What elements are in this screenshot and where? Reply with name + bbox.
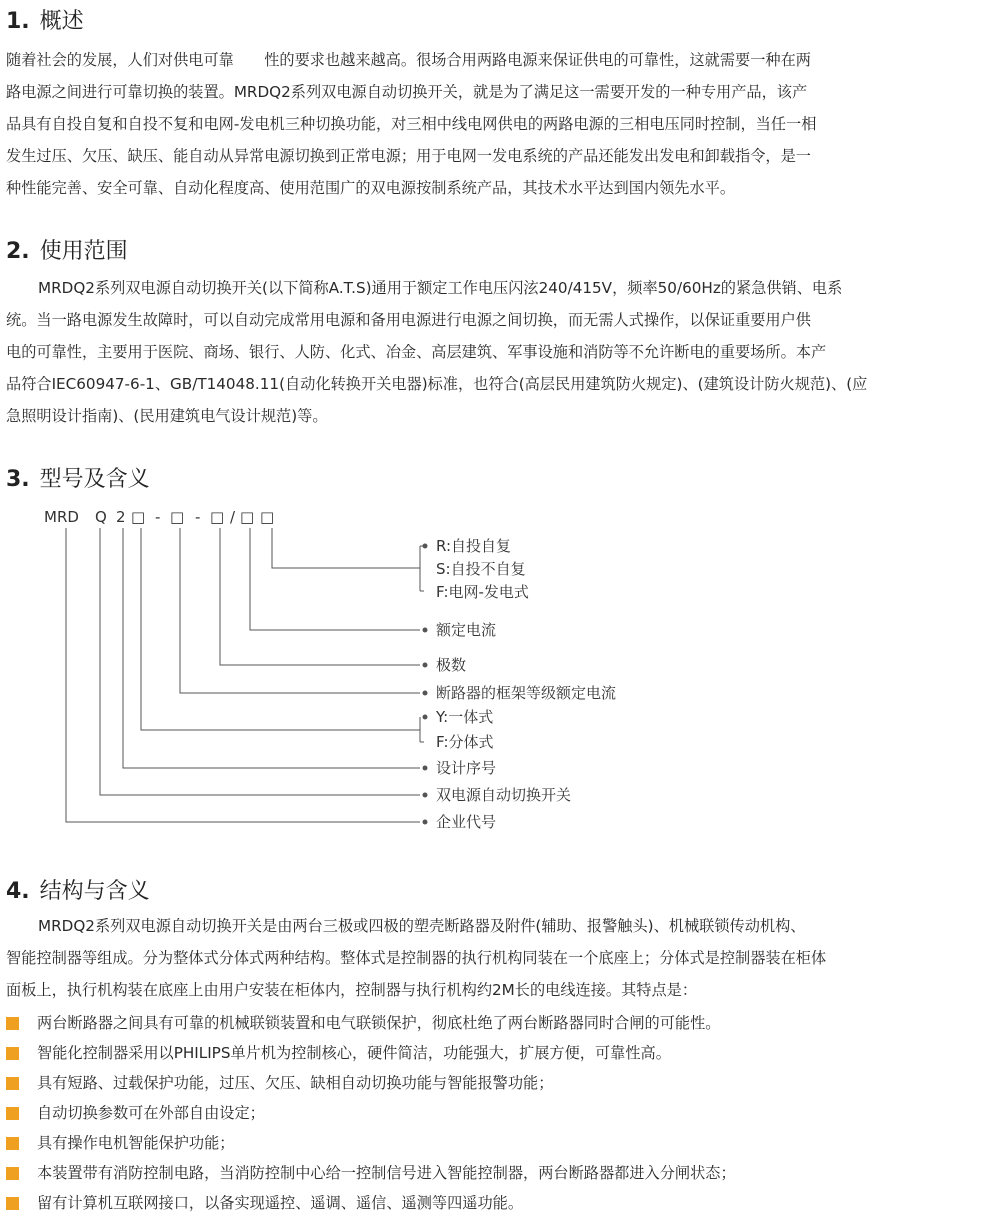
label-poles: 极数 <box>436 656 467 674</box>
text-line: 智能控制器等组成。分为整体式分体式两种结构。整体式是控制器的执行机构同装在一个底座上；分体式是控制器装在柜体 <box>6 949 827 967</box>
feature-list <box>6 1008 994 1218</box>
text-line: 品符合IEC60947-6-1、GB/T14048.11(自动化转换开关电器)标准，也符合(高层民用建筑防火规定)、(建筑设计防火规范)、(应 <box>6 375 868 393</box>
list-item <box>6 1128 994 1158</box>
text-line: 急照明设计指南)、(民用建筑电气设计规范)等。 <box>6 407 328 425</box>
code-part-box-mode-1: □ <box>240 508 255 526</box>
label-rated-current: 额定电流 <box>436 621 497 639</box>
list-item-text: 自动切换参数可在外部自由设定； <box>37 1104 265 1122</box>
label-ats: 双电源自动切换开关 <box>436 786 572 804</box>
text-line: 统。当一路电源发生故障时，可以自动完成常用电源和备用电源进行电源之间切换，而无需人式操作，以保证重要用户供 <box>6 311 811 329</box>
list-item <box>6 1008 994 1038</box>
list-item <box>6 1098 994 1128</box>
section-title: 使用范围 <box>39 239 128 264</box>
list-item-text: 具有短路、过载保护功能，过压、欠压、缺相自动切换功能与智能报警功能； <box>37 1074 554 1092</box>
list-item-text: 具有操作电机智能保护功能； <box>37 1134 235 1152</box>
code-part-slash: / <box>230 508 236 526</box>
list-item-text: 智能化控制器采用以PHILIPS单片机为控制核心，硬件简洁，功能强大，扩展方便，可靠性高。 <box>37 1044 671 1062</box>
section-number: 4. <box>6 879 30 904</box>
list-item <box>6 1188 994 1218</box>
square-bullet-icon <box>6 1017 19 1030</box>
text-line: 路电源之间进行可靠切换的装置。MRDQ2系列双电源自动切换开关，就是为了满足这一需要开发的一种专用产品，该产 <box>6 83 808 101</box>
list-item-text: 留有计算机互联网接口，以备实现遥控、遥调、遥信、遥测等四遥功能。 <box>37 1194 523 1212</box>
section-1-heading <box>6 4 84 35</box>
section-1-paragraph <box>6 44 994 204</box>
section-title: 结构与含义 <box>39 879 150 904</box>
label-split: F:分体式 <box>436 733 494 751</box>
section-2-paragraph <box>6 272 994 432</box>
connector-dots <box>423 544 428 825</box>
label-design-number: 设计序号 <box>436 759 497 777</box>
section-number: 3. <box>6 467 30 492</box>
code-part-company: MRD <box>44 508 79 526</box>
label-company-code: 企业代号 <box>436 813 497 831</box>
code-part-box-mode-2: □ <box>260 508 275 526</box>
code-part-q: Q <box>95 508 107 526</box>
square-bullet-icon <box>6 1197 19 1210</box>
code-part-dash: - <box>155 508 161 526</box>
section-title: 概述 <box>39 9 84 34</box>
square-bullet-icon <box>6 1077 19 1090</box>
text-line: MRDQ2系列双电源自动切换开关(以下简称A.T.S)通用于额定工作电压闪泫240/415V，频率50/60Hz的紧急供销、电系 <box>38 279 843 297</box>
list-item-text: 本装置带有消防控制电路，当消防控制中心给一控制信号进入智能控制器，两台断路器都进入分闸状态； <box>37 1164 736 1182</box>
text-line: 品具有自投自复和自投不复和电网-发电机三种切换功能，对三相中线电网供电的两路电源的三相电压同时控制，当任一相 <box>6 115 817 133</box>
section-2-heading <box>6 234 128 265</box>
section-3-heading <box>6 462 150 493</box>
code-part-design: 2 <box>116 508 126 526</box>
section-number: 2. <box>6 239 30 264</box>
section-title: 型号及含义 <box>39 467 150 492</box>
text-line: 随着社会的发展，人们对供电可靠 性的要求也越来越高。很场合用两路电源来保证供电的可靠性，这就需要一种在两 <box>6 51 811 69</box>
section-4-paragraph <box>6 910 994 1006</box>
text-line: MRDQ2系列双电源自动切换开关是由两台三极或四极的塑壳断路器及附件(辅助、报警触头)、机械联锁传动机构、 <box>38 917 806 935</box>
connector-ticks <box>420 546 424 742</box>
label-auto-no-restore: S:自投不自复 <box>436 560 526 578</box>
code-part-box-current: □ <box>210 508 225 526</box>
square-bullet-icon <box>6 1137 19 1150</box>
text-line: 种性能完善、安全可靠、自动化程度高、使用范围广的双电源按制系统产品，其技术水平达到国内领先水平。 <box>6 179 735 197</box>
label-grid-generator: F:电网-发电式 <box>436 583 529 601</box>
list-item <box>6 1068 994 1098</box>
text-line: 电的可靠性，主要用于医院、商场、银行、人防、化式、冶金、高层建筑、军事设施和消防等不允许断电的重要场所。本产 <box>6 343 827 361</box>
label-frame-current: 断路器的框架等级额定电流 <box>436 684 617 702</box>
label-integrated: Y:一体式 <box>436 708 494 726</box>
label-auto-restore: R:自投自复 <box>436 537 512 555</box>
square-bullet-icon <box>6 1047 19 1060</box>
list-item <box>6 1158 994 1188</box>
code-part-box-type: □ <box>131 508 146 526</box>
model-code-diagram <box>0 496 1000 836</box>
section-4-heading <box>6 874 150 905</box>
text-line: 发生过压、欠压、缺压、能自动从异常电源切换到正常电源；用于电网一发电系统的产品还能发出发电和卸载指令，是一 <box>6 147 811 165</box>
square-bullet-icon <box>6 1167 19 1180</box>
connector-lines <box>66 528 420 822</box>
code-part-dash: - <box>195 508 201 526</box>
list-item <box>6 1038 994 1068</box>
text-line: 面板上，执行机构装在底座上由用户安装在柜体内，控制器与执行机构约2M长的电线连接。其特点是： <box>6 981 698 999</box>
code-part-box-poles: □ <box>170 508 185 526</box>
square-bullet-icon <box>6 1107 19 1120</box>
section-number: 1. <box>6 9 30 34</box>
list-item-text: 两台断路器之间具有可靠的机械联锁装置和电气联锁保护，彻底杜绝了两台断路器同时合闸的可能性。 <box>37 1014 721 1032</box>
